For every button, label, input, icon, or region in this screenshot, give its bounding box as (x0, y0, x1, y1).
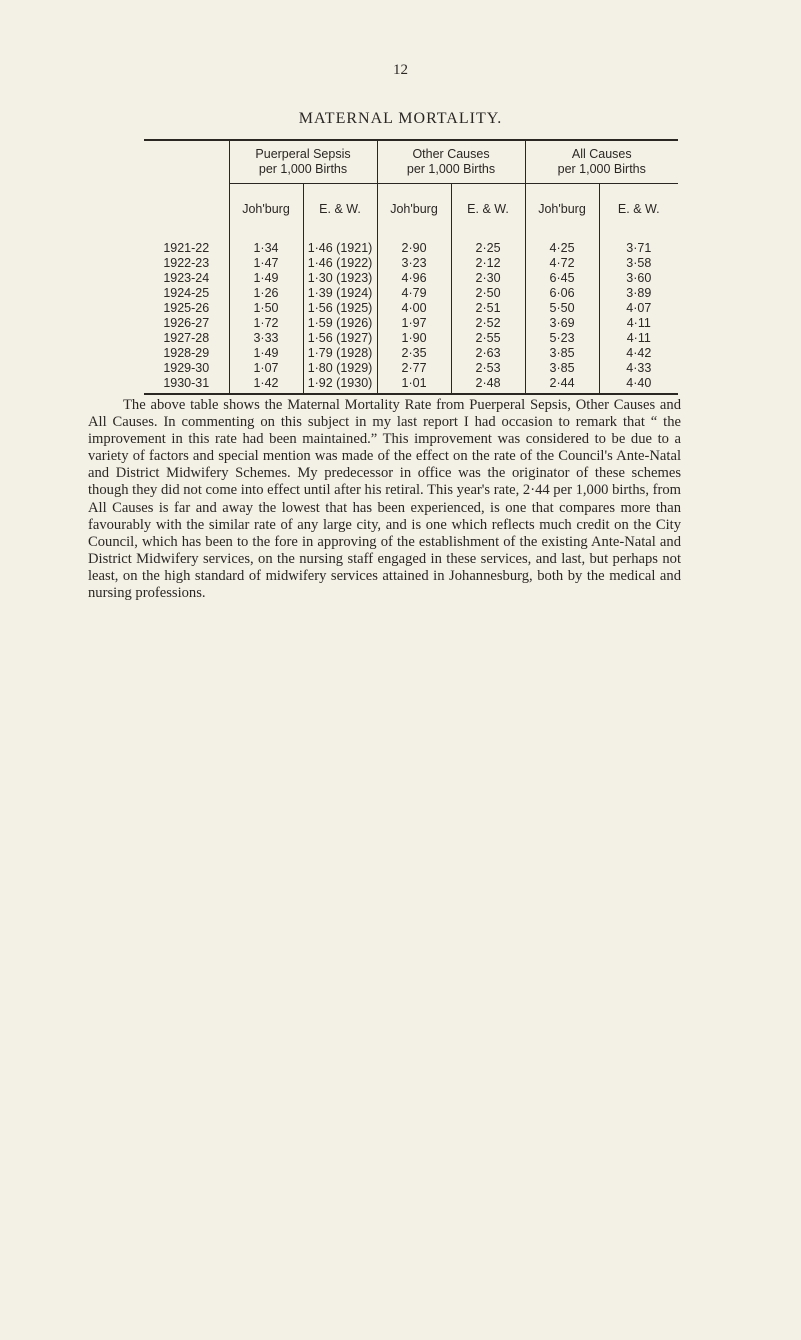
rate-cell: 4·40 (599, 376, 678, 393)
rate-cell: 1·39 (1924) (303, 286, 377, 301)
table-body (144, 235, 678, 393)
group-header-other-causes: Other Causes per 1,000 Births (377, 141, 525, 184)
rate-cell: 1·79 (1928) (303, 346, 377, 361)
table-row (144, 235, 678, 256)
rate-cell: 4·07 (599, 301, 678, 316)
year-cell: 1930-31 (163, 376, 210, 390)
table-bottom-rule (144, 393, 678, 395)
rate-cell: 4·00 (377, 301, 451, 316)
table-row (144, 361, 678, 376)
subheader-ew: E. & W. (599, 184, 678, 236)
rate-cell: 2·12 (451, 256, 525, 271)
group-header-puerperal-sepsis: Puerperal Sepsis per 1,000 Births (229, 141, 377, 184)
rate-cell: 4·11 (599, 331, 678, 346)
rate-cell: 2·25 (451, 235, 525, 256)
table-row (144, 286, 678, 301)
year-cell: 1924-25 (163, 286, 210, 300)
rate-cell: 2·35 (377, 346, 451, 361)
rate-cell: 1·07 (229, 361, 303, 376)
year-cell: 1921-22 (163, 241, 210, 255)
rate-cell: 3·33 (229, 331, 303, 346)
rate-cell: 1·56 (1927) (303, 331, 377, 346)
rate-cell: 1·49 (229, 346, 303, 361)
rate-cell: 1·46 (1921) (303, 235, 377, 256)
rate-cell: 2·55 (451, 331, 525, 346)
rate-cell: 1·50 (229, 301, 303, 316)
rate-cell: 1·34 (229, 235, 303, 256)
rate-cell: 2·77 (377, 361, 451, 376)
group-header-all-causes: All Causes per 1,000 Births (525, 141, 678, 184)
year-cell: 1926-27 (163, 316, 210, 330)
rate-cell: 2·51 (451, 301, 525, 316)
rate-cell: 1·47 (229, 256, 303, 271)
rate-cell: 6·45 (525, 271, 599, 286)
table-row (144, 346, 678, 361)
rate-cell: 5·23 (525, 331, 599, 346)
rate-cell: 5·50 (525, 301, 599, 316)
rate-cell: 4·72 (525, 256, 599, 271)
rate-cell: 4·25 (525, 235, 599, 256)
rate-cell: 2·53 (451, 361, 525, 376)
subheader-ew: E. & W. (451, 184, 525, 236)
maternal-mortality-table (144, 139, 678, 395)
table-row (144, 301, 678, 316)
year-cell: 1927-28 (163, 331, 210, 345)
rate-cell: 1·46 (1922) (303, 256, 377, 271)
subheader-ew: E. & W. (303, 184, 377, 236)
rate-cell: 3·71 (599, 235, 678, 256)
rate-cell: 1·59 (1926) (303, 316, 377, 331)
subheader-joburg: Joh'burg (229, 184, 303, 236)
rate-cell: 1·80 (1929) (303, 361, 377, 376)
table-row (144, 316, 678, 331)
year-cell: 1923-24 (163, 271, 210, 285)
rate-cell: 3·58 (599, 256, 678, 271)
table-row (144, 256, 678, 271)
rate-cell: 6·06 (525, 286, 599, 301)
table-row (144, 376, 678, 393)
table-row (144, 331, 678, 346)
rate-cell: 3·85 (525, 346, 599, 361)
rate-cell: 1·92 (1930) (303, 376, 377, 393)
year-subheader (144, 184, 229, 236)
rate-cell: 4·79 (377, 286, 451, 301)
rate-cell: 1·26 (229, 286, 303, 301)
year-cell: 1925-26 (163, 301, 210, 315)
rate-cell: 1·97 (377, 316, 451, 331)
rate-cell: 2·63 (451, 346, 525, 361)
year-cell: 1928-29 (163, 346, 210, 360)
year-cell: 1922-23 (163, 256, 210, 270)
rate-cell: 2·52 (451, 316, 525, 331)
rate-cell: 1·49 (229, 271, 303, 286)
year-column-header (144, 141, 229, 184)
rate-cell: 2·30 (451, 271, 525, 286)
rate-cell: 4·96 (377, 271, 451, 286)
rate-cell: 2·90 (377, 235, 451, 256)
rate-cell: 1·56 (1925) (303, 301, 377, 316)
rate-cell: 4·33 (599, 361, 678, 376)
rate-cell: 3·60 (599, 271, 678, 286)
rate-cell: 1·42 (229, 376, 303, 393)
rate-cell: 1·01 (377, 376, 451, 393)
rate-cell: 4·42 (599, 346, 678, 361)
rate-cell: 2·50 (451, 286, 525, 301)
rate-cell: 2·44 (525, 376, 599, 393)
rate-cell: 3·85 (525, 361, 599, 376)
rate-cell: 3·89 (599, 286, 678, 301)
rate-cell: 2·48 (451, 376, 525, 393)
rate-cell: 1·90 (377, 331, 451, 346)
subheader-joburg: Joh'burg (377, 184, 451, 236)
rate-cell: 1·30 (1923) (303, 271, 377, 286)
year-cell: 1929-30 (163, 361, 210, 375)
subheader-joburg: Joh'burg (525, 184, 599, 236)
rate-cell: 4·11 (599, 316, 678, 331)
paragraph-text: The above table shows the Maternal Mortality Rate from Puerperal Sepsis, Other Causes and All Causes. In commenting on this subject in my last report I had occasion to remark that “ the improvement in this rate had been maintained.” This improvement was considered to be due to a variety of factors and special mention was made of the effect on the rate of the Council's Ante-Natal and District Midwifery Schemes. My predecessor in office was the originator of these schemes though they did not come into effect until after his retiral. This year's rate, 2·44 per 1,000 births, from All Causes is far and away the lowest that has been experienced, is one that compares more than favourably with the similar rate of any large city, and is one which reflects much credit on the City Council, which has been to the fore in approving of the establishment of the existing Ante-Natal and District Midwifery services, on the nursing staff engaged in these services, and last, but perhaps not least, on the high standard of midwifery services attained in Johannesburg, both by the medical and nursing professions. (88, 397, 681, 602)
rate-cell: 1·72 (229, 316, 303, 331)
table-row (144, 271, 678, 286)
page-number: 12 (393, 62, 408, 78)
body-paragraph (88, 397, 681, 602)
rate-cell: 3·69 (525, 316, 599, 331)
rate-cell: 3·23 (377, 256, 451, 271)
page-title: MATERNAL MORTALITY. (298, 110, 503, 127)
